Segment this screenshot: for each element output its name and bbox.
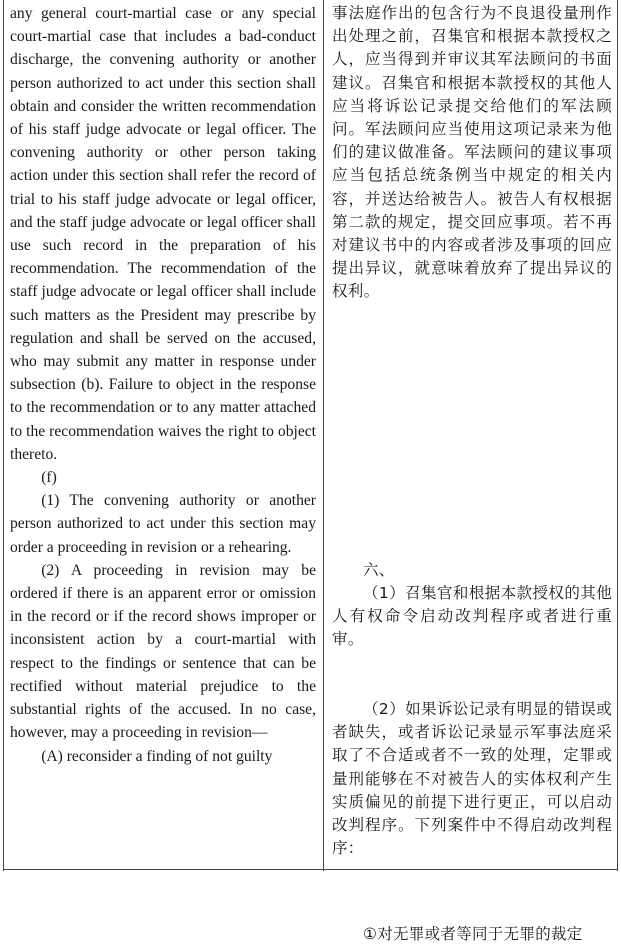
- chinese-spacer: [332, 396, 612, 442]
- chinese-spacer: [332, 350, 612, 396]
- chinese-spacer: [332, 443, 612, 489]
- table-left-border: [3, 0, 4, 871]
- chinese-column: [332, 2, 612, 946]
- table-column-divider: [323, 0, 324, 871]
- chinese-spacer: [332, 652, 612, 698]
- chinese-spacer: [332, 907, 612, 923]
- table-right-border: [617, 0, 618, 871]
- chinese-section-f-heading: 六、: [363, 560, 395, 579]
- chinese-paragraph-e-continued: 事法庭作出的包含行为不良退役量刑作出处理之前，召集官和根据本款授权之人，应当得到并审议其军法顾问的书面建议。召集官和根据本款授权的其他人应当将诉讼记录提交给他们的军法顾问。军法顾问应当使用这项记录来为他们的建议做准备。军法顾问的建议事项应当包括总统条例当中规定的相关内容，并送达给被告人。被告人有权根据第二款的规定，提交回应事项。若不再对建议书中的内容或者涉及事项的回应提出异议，就意味着放弃了提出异议的权利。: [332, 4, 612, 301]
- chinese-spacer: [332, 536, 612, 559]
- chinese-paragraph-f2: （2）如果诉讼记录有明显的错误或者缺失，或者诉讼记录显示军事法庭采取了不合适或者不一致的处理，定罪或量刑能够在不对被告人的实体权利产生实质偏见的前提下进行更正，可以启动改判程序。下列案件中不得启动改判程序：: [332, 699, 612, 858]
- english-paragraph-f1: (1) The convening authority or another person authorized to act under this section may order a proceeding in revision or a rehearing.: [10, 492, 316, 556]
- chinese-paragraph-fA: ①对无罪或者等同于无罪的裁定: [363, 924, 583, 943]
- english-paragraph-f2: (2) A proceeding in revision may be ordered if there is an apparent error or omission in the record or if the record shows improper or inconsistent action by a court-martial with respect to the findings or sentence that can be rectified without material prejudice to the substantial rights of the accused. In no case, however, may a proceeding in revision—: [10, 561, 316, 742]
- chinese-spacer: [332, 860, 612, 906]
- english-paragraph-e-continued: any general court-martial case or any special court-martial case that includes a bad-conduct discharge, the convening authority or another person authorized to act under this section shall obtain and consider the written recommendation of his staff judge advocate or legal officer. The convening authority or other person taking action under this section shall refer the record of trial to his staff judge advocate or legal officer, and the staff judge advocate or legal officer shall use such record in the preparation of his recommendation. The recommendation of the staff judge advocate or legal officer shall include such matters as the President may prescribe by regulation and shall be served on the accused, who may submit any matter in response under subsection (b). Failure to object in the response to the recommendation or to any matter attached to the recommendation waives the right to object thereto.: [10, 5, 316, 463]
- chinese-spacer: [332, 304, 612, 350]
- chinese-paragraph-f1: （1）召集官和根据本款授权的其他人有权命令启动改判程序或者进行重审。: [332, 583, 612, 649]
- english-section-f-heading: (f): [41, 469, 57, 487]
- english-paragraph-fA: (A) reconsider a finding of not guilty: [41, 747, 273, 765]
- chinese-spacer: [332, 489, 612, 535]
- english-column: [10, 2, 316, 768]
